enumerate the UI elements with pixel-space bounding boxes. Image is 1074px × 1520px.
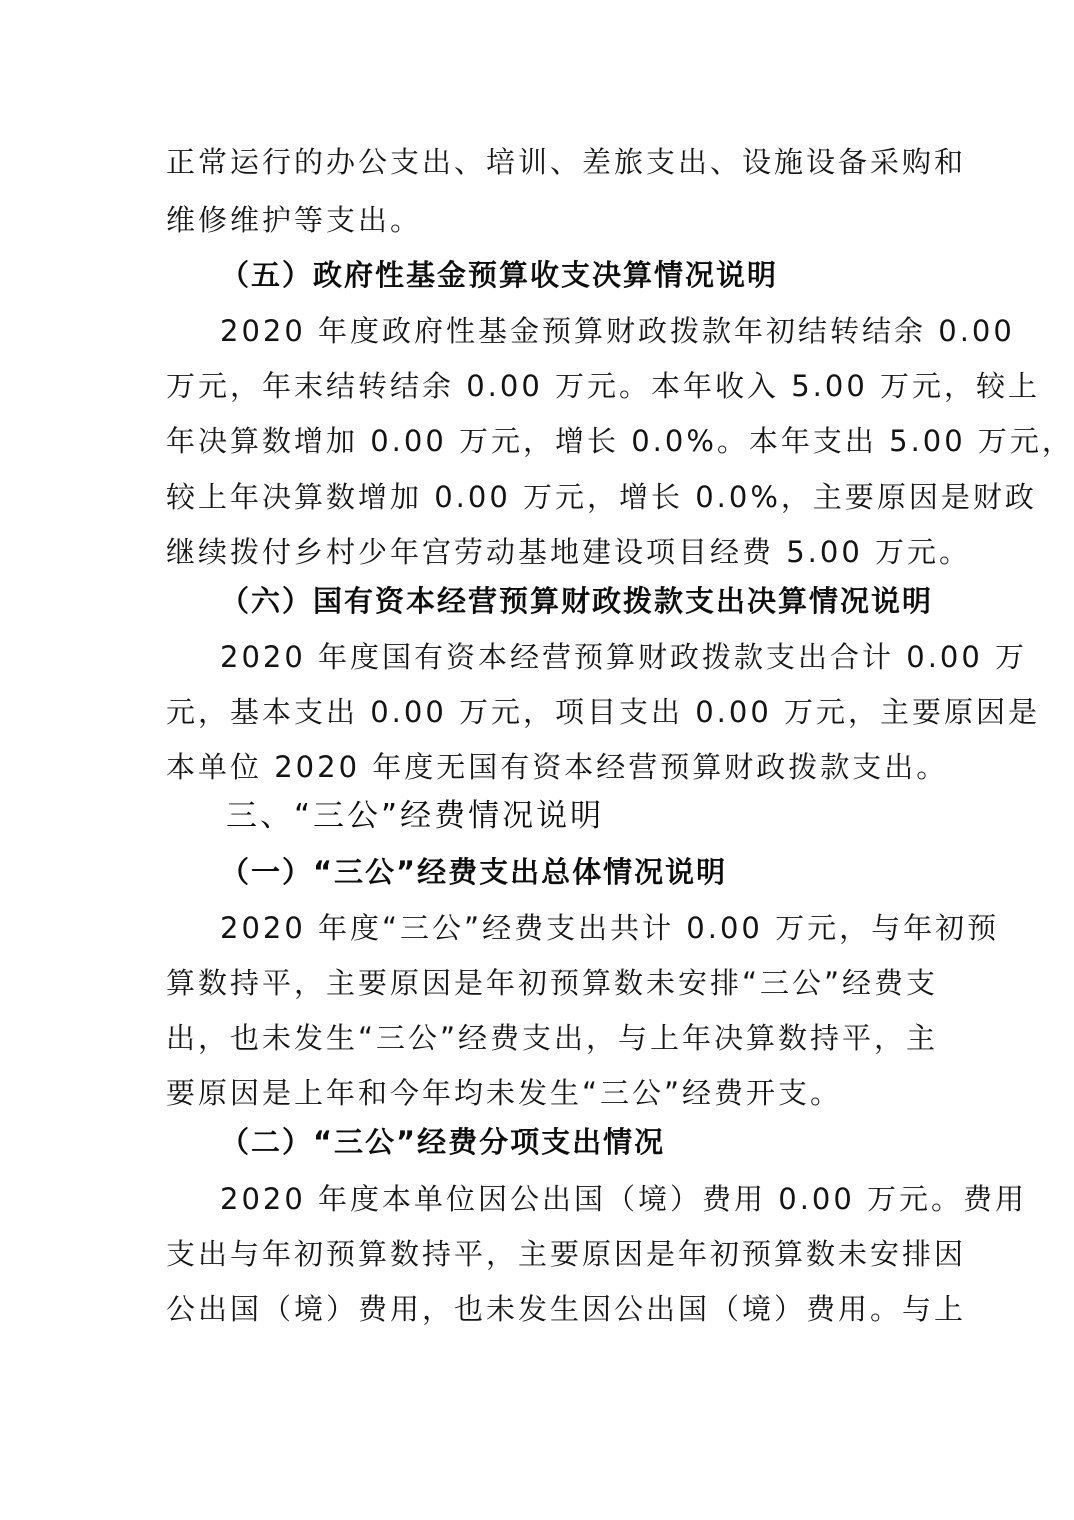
paragraph-line: 公出国（境）费用，也未发生因公出国（境）费用。与上 <box>166 1292 967 1326</box>
paragraph-line: 万元，年末结转结余 0.00 万元。本年收入 5.00 万元，较上 <box>166 369 1041 403</box>
paragraph-line: 支出与年初预算数持平，主要原因是年初预算数未安排因 <box>166 1237 967 1271</box>
paragraph-line: 出，也未发生“三公”经费支出，与上年决算数持平，主 <box>166 1021 939 1055</box>
section-heading-6: （六）国有资本经营预算财政拨款支出决算情况说明 <box>220 584 934 618</box>
paragraph-line: 2020 年度国有资本经营预算财政拨款支出合计 0.00 万 <box>220 640 1028 674</box>
paragraph-line: 2020 年度政府性基金预算财政拨款年初结转结余 0.00 <box>220 314 1015 348</box>
paragraph-line: 继续拨付乡村少年宫劳动基地建设项目经费 5.00 万元。 <box>166 535 972 569</box>
paragraph-line: 2020 年度本单位因公出国（境）费用 0.00 万元。费用 <box>220 1182 1028 1216</box>
paragraph-line: 本单位 2020 年度无国有资本经营预算财政拨款支出。 <box>166 750 949 784</box>
paragraph-line: 较上年决算数增加 0.00 万元，增长 0.0%，主要原因是财政 <box>166 480 1037 514</box>
paragraph-line: 年决算数增加 0.00 万元，增长 0.0%。本年支出 5.00 万元， <box>166 424 1074 458</box>
paragraph-line: 算数持平，主要原因是年初预算数未安排“三公”经费支 <box>166 966 939 1000</box>
paragraph-line: 维修维护等支出。 <box>166 203 423 237</box>
section-heading-1: （一）“三公”经费支出总体情况说明 <box>220 855 728 889</box>
paragraph-line: 正常运行的办公支出、培训、差旅支出、设施设备采购和 <box>166 145 967 179</box>
paragraph-line: 2020 年度“三公”经费支出共计 0.00 万元，与年初预 <box>220 911 1000 945</box>
section-heading-2: （二）“三公”经费分项支出情况 <box>220 1125 666 1159</box>
section-heading-5: （五）政府性基金预算收支决算情况说明 <box>220 258 779 292</box>
paragraph-line: 要原因是上年和今年均未发生“三公”经费开支。 <box>166 1076 843 1110</box>
paragraph-line: 元，基本支出 0.00 万元，项目支出 0.00 万元，主要原因是 <box>166 695 1041 729</box>
chapter-heading-3: 三、“三公”经费情况说明 <box>226 798 605 834</box>
